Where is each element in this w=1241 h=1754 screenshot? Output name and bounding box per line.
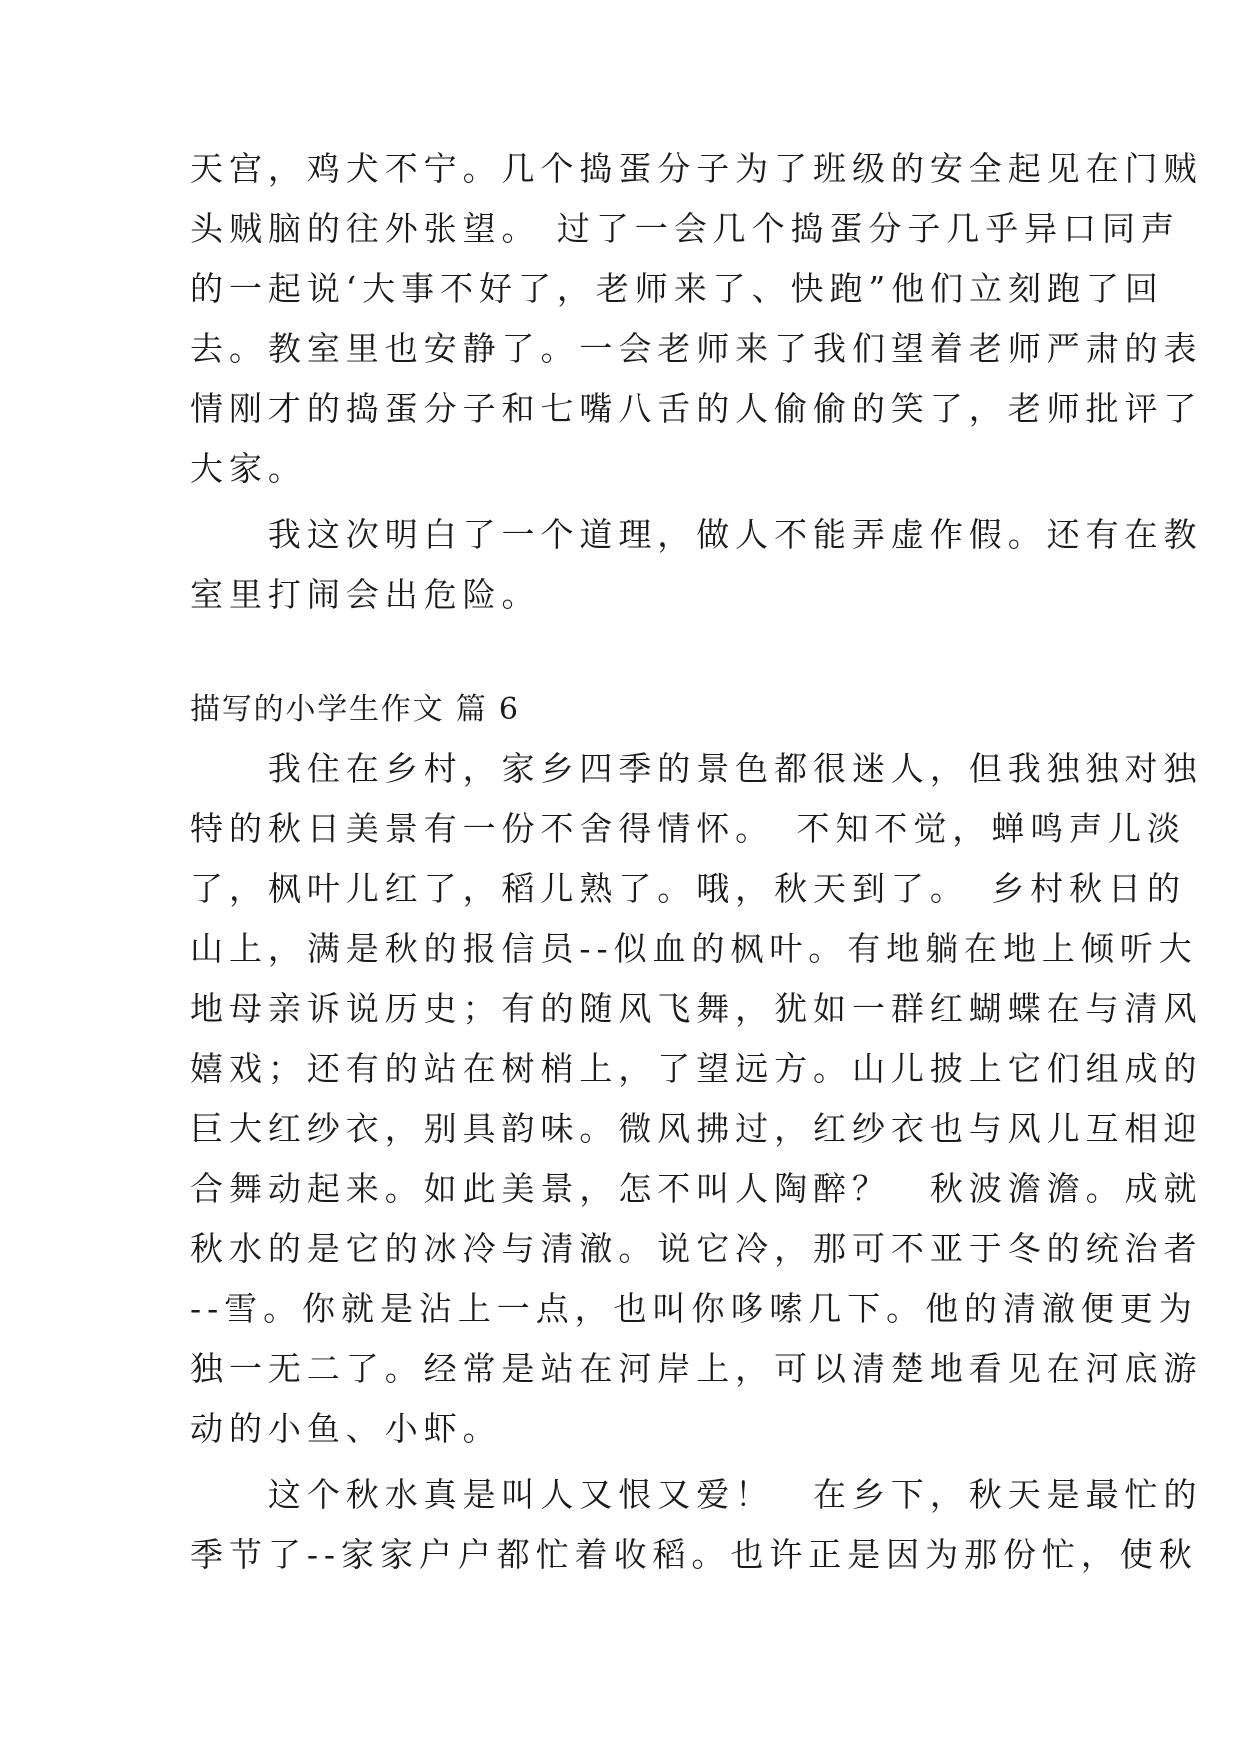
text-line: 室里打闹会出危险。 xyxy=(190,575,541,614)
text-line: 了，枫叶儿红了，稻儿熟了。哦，秋天到了。 乡村秋日的 xyxy=(190,869,1186,908)
text-line: 特的秋日美景有一份不舍得情怀。 不知不觉，蝉鸣声儿淡 xyxy=(190,809,1186,848)
text-line: 大家。 xyxy=(190,449,307,488)
text-line: 季节了--家家户户都忙着收稻。也许正是因为那份忙，使秋 xyxy=(190,1535,1198,1574)
section-title: 描写的小学生作文 篇 6 xyxy=(190,692,520,727)
text-line: --雪。你就是沾上一点，也叫你哆嗦几下。他的清澈便更为 xyxy=(190,1289,1198,1328)
text-line: 天宫，鸡犬不宁。几个捣蛋分子为了班级的安全起见在门贼 xyxy=(190,149,1203,188)
text-line: 这个秋水真是叫人又恨又爱！ 在乡下，秋天是最忙的 xyxy=(190,1475,1203,1514)
text-line: 我住在乡村，家乡四季的景色都很迷人，但我独独对独 xyxy=(190,749,1203,788)
text-line: 嬉戏；还有的站在树梢上，了望远方。山儿披上它们组成的 xyxy=(190,1049,1203,1088)
text-line: 秋水的是它的冰冷与清澈。说它冷，那可不亚于冬的统治者 xyxy=(190,1229,1203,1268)
text-line: 合舞动起来。如此美景，怎不叫人陶醉？ 秋波澹澹。成就 xyxy=(190,1169,1203,1208)
text-line: 独一无二了。经常是站在河岸上，可以清楚地看见在河底游 xyxy=(190,1349,1203,1388)
text-line: 山上，满是秋的报信员--似血的枫叶。有地躺在地上倾听大 xyxy=(190,929,1198,968)
text-line: 的一起说‘大事不好了，老师来了、快跑”他们立刻跑了回 xyxy=(190,269,1164,308)
text-line: 巨大红纱衣，别具韵味。微风拂过，红纱衣也与风儿互相迎 xyxy=(190,1109,1203,1148)
text-line: 头贼脑的往外张望。 过了一会几个捣蛋分子几乎异口同声 xyxy=(190,209,1180,248)
text-line: 情刚才的捣蛋分子和七嘴八舌的人偷偷的笑了，老师批评了 xyxy=(190,389,1203,428)
text-line: 我这次明白了一个道理，做人不能弄虚作假。还有在教 xyxy=(190,515,1203,554)
text-line: 去。教室里也安静了。一会老师来了我们望着老师严肃的表 xyxy=(190,329,1203,368)
text-line: 地母亲诉说历史；有的随风飞舞，犹如一群红蝴蝶在与清风 xyxy=(190,989,1203,1028)
text-line: 动的小鱼、小虾。 xyxy=(190,1409,502,1448)
